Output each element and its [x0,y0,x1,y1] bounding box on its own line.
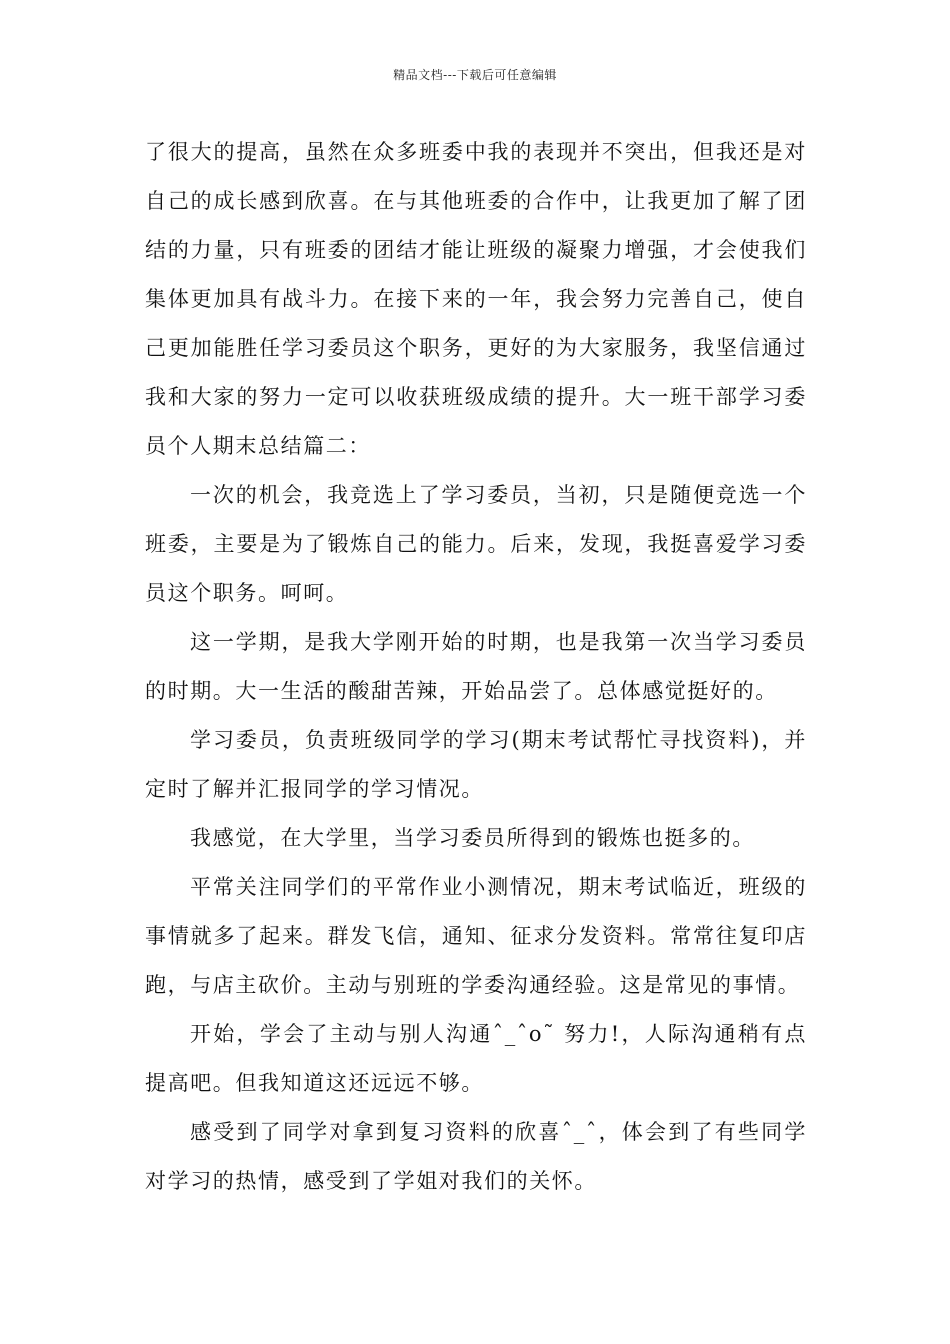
paragraph-semester: 这一学期，是我大学刚开始的时期，也是我第一次当学习委员的时期。大一生活的酸甜苦辣，开始品尝了。总体感觉挺好的。 [145,630,807,703]
paragraph-feelings: 感受到了同学对拿到复习资料的欣喜ˆ_ˆ，体会到了有些同学对学习的热情，感受到了学姐对我们的关怀。 [145,1120,807,1193]
paragraph-duties: 学习委员，负责班级同学的学习(期末考试帮忙寻找资料)，并定时了解并汇报同学的学习情况。 [145,728,807,801]
paragraph-daily-work: 平常关注同学们的平常作业小测情况，期末考试临近，班级的事情就多了起来。群发飞信，通知、征求分发资料。常常往复印店跑，与店主砍价。主动与别班的学委沟通经验。这是常见的事情。 [145,875,807,997]
page-header: 精品文档---下载后可任意编辑 [393,68,557,82]
paragraph-continuation: 了很大的提高，虽然在众多班委中我的表现并不突出，但我还是对自己的成长感到欣喜。在与其他班委的合作中，让我更加了解了团结的力量，只有班委的团结才能让班级的凝聚力增强，才会使我们集体更加具有战斗力。在接下来的一年，我会努力完善自己，使自己更加能胜任学习委员这个职务，更好的为大家服务，我坚信通过我和大家的努力一定可以收获班级成绩的提升。大一班干部学习委员个人期末总结篇二： [145,140,807,458]
paragraph-election: 一次的机会，我竞选上了学习委员，当初，只是随便竞选一个班委，主要是为了锻炼自己的能力。后来，发现，我挺喜爱学习委员这个职务。呵呵。 [145,483,807,605]
paragraph-training: 我感觉，在大学里，当学习委员所得到的锻炼也挺多的。 [190,826,755,850]
document-body [145,128,807,1206]
paragraph-communication: 开始，学会了主动与别人沟通ˆ_ˆo˜ 努力!，人际沟通稍有点提高吧。但我知道这还远远不够。 [145,1022,807,1095]
